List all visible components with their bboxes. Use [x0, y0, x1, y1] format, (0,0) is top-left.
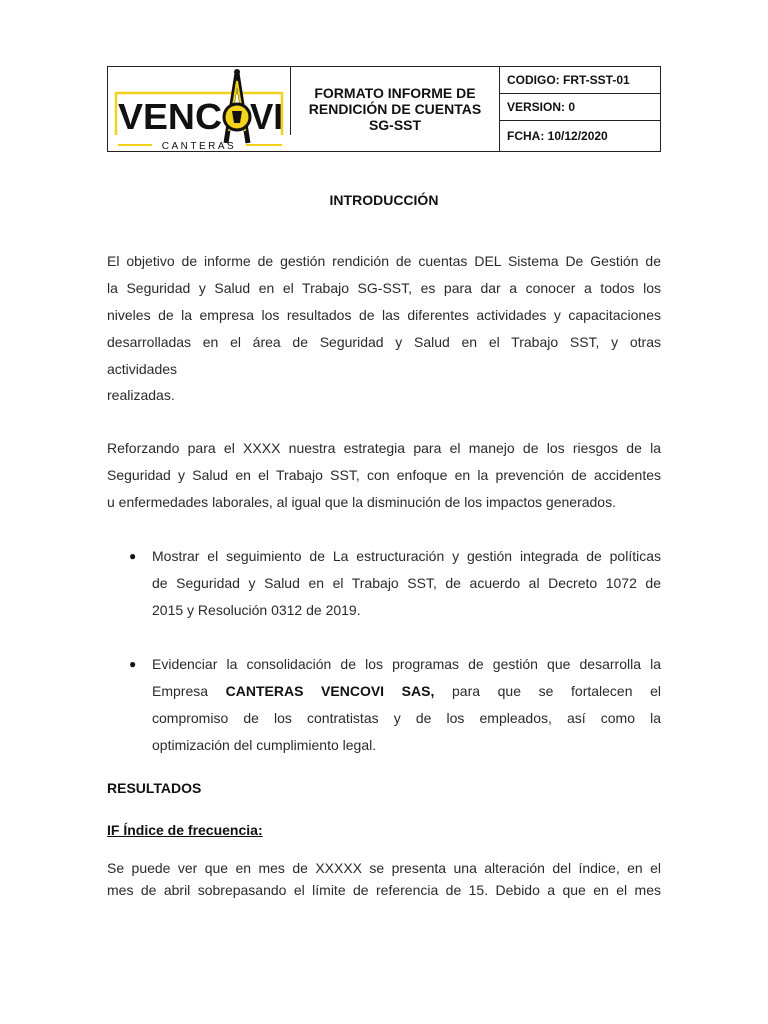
results-paragraph: [107, 857, 661, 901]
bullet-marker: ●: [129, 657, 137, 671]
paragraph-line: niveles de la empresa los resultados de las diferentes actividades y capacitaciones: [107, 307, 661, 323]
title-line-3: SG-SST: [368, 117, 422, 133]
bullet-line: optimización del cumplimiento legal.: [152, 737, 377, 753]
intro-paragraph: [107, 248, 661, 356]
intro-paragraph-tail: [107, 356, 661, 408]
bullet-item-1: [152, 543, 661, 624]
title-line-1: FORMATO INFORME DE: [314, 85, 476, 101]
strategy-paragraph: [107, 435, 661, 516]
paragraph-line: mes de abril sobrepasando el límite de referencia de 15. Debido a que en el mes: [107, 882, 661, 898]
logo-sub: CANTERAS: [161, 141, 237, 151]
bullet-text: para que se fortalecen el: [452, 683, 662, 699]
if-heading: IF Índice de frecuencia:: [107, 822, 263, 838]
bullet-line: 2015 y Resolución 0312 de 2019.: [152, 602, 361, 618]
paragraph-line: El objetivo de informe de gestión rendición de cuentas DEL Sistema De Gestión de: [107, 253, 661, 269]
bullet-line: Mostrar el seguimiento de La estructuración y gestión integrada de políticas: [152, 548, 661, 564]
company-name: CANTERAS VENCOVI SAS,: [225, 683, 435, 699]
logo-brand-left: VENC: [118, 96, 222, 137]
intro-heading: INTRODUCCIÓN: [329, 192, 439, 208]
bullet-marker: ●: [129, 549, 137, 563]
paragraph-line: Seguridad y Salud en el Trabajo SST, con enfoque en la prevención de accidentes: [107, 467, 661, 483]
vencovi-logo: [108, 67, 291, 151]
title-line-2: RENDICIÓN DE CUENTAS: [308, 101, 482, 117]
document-title: [291, 67, 500, 151]
version-field: VERSION: 0: [500, 94, 660, 121]
bullet-line: compromiso de los contratistas y de los empleados, así como la: [152, 710, 661, 726]
bullet-item-2: [152, 651, 661, 759]
paragraph-line: actividades: [107, 361, 178, 377]
bullet-line: de Seguridad y Salud en el Trabajo SST, de acuerdo al Decreto 1072 de: [152, 575, 661, 591]
fecha-field: FCHA: 10/12/2020: [507, 129, 608, 143]
document-header-table: [107, 66, 661, 152]
paragraph-line: la Seguridad y Salud en el Trabajo SG-SST, es para dar a conocer a todos los: [107, 280, 661, 296]
paragraph-line: Se puede ver que en mes de XXXXX se presenta una alteración del índice, en el: [107, 860, 661, 876]
bullet-line: Evidenciar la consolidación de los programas de gestión que desarrolla la: [152, 656, 661, 672]
codigo-field: CODIGO: FRT-SST-01: [500, 67, 660, 94]
paragraph-line: u enfermedades laborales, al igual que la disminución de los impactos generados.: [107, 494, 616, 510]
logo-brand-right: VI: [250, 96, 283, 137]
company-logo: [108, 67, 291, 151]
bullet-line: [152, 678, 661, 705]
paragraph-line: Reforzando para el XXXX nuestra estrategia para el manejo de los riesgos de la: [107, 440, 661, 456]
paragraph-line: desarrolladas en el área de Seguridad y Salud en el Trabajo SST, y otras: [107, 334, 661, 350]
bullet-text: Empresa: [152, 683, 209, 699]
resultados-heading: RESULTADOS: [107, 780, 202, 796]
paragraph-line: realizadas.: [107, 387, 175, 403]
